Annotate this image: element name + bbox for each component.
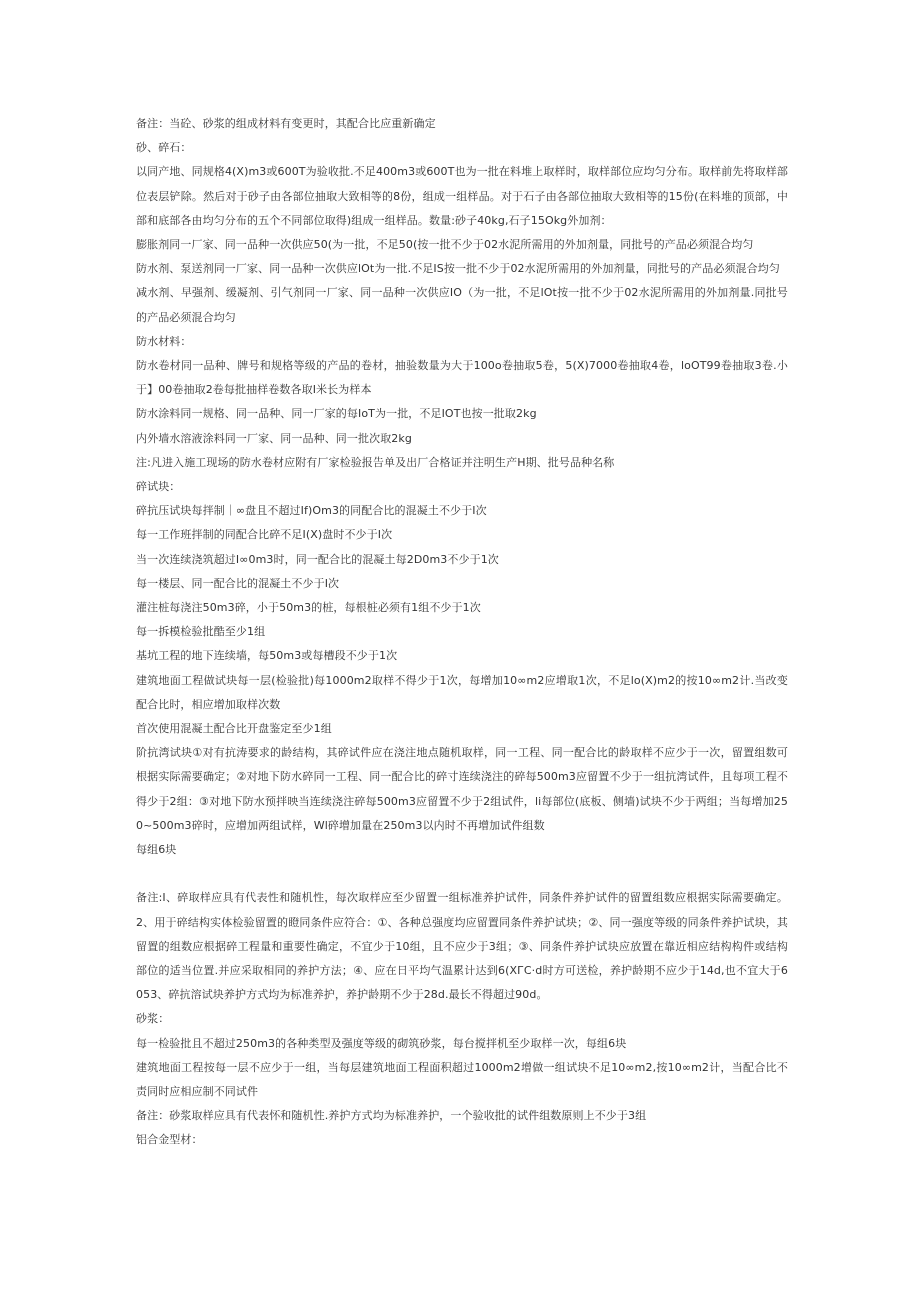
heading-mortar: 砂浆： xyxy=(136,1012,170,1026)
concrete-rule-7: 基坑工程的地下连续墙，每50m3或每槽段不少于1次 xyxy=(136,649,398,663)
concrete-rule-4: 每一楼层、同一配合比的混凝土不少于I次 xyxy=(136,576,340,590)
heading-sand-gravel: 砂、碎石： xyxy=(136,141,192,155)
concrete-rule-2: 每一工作班拌制的同配合比碎不足I(X)盘时不少于I次 xyxy=(136,528,393,542)
concrete-rule-6: 每一拆模检验批酷至少1组 xyxy=(136,625,266,639)
heading-waterproof-materials: 防水材料： xyxy=(136,334,192,348)
concrete-rule-5: 灌注桩每浇注50m3碎，小于50m3的桩，每根桩必须有1组不少于1次 xyxy=(136,601,481,615)
mortar-rule-2: 建筑地面工程按每一层不应少于一组，当每层建筑地面工程面积超过1000m2增做一组试块不足10∞m2,按10∞m2计，当配合比不责同时应相应制不同试件 xyxy=(136,1060,788,1098)
heading-concrete-specimens: 碎试块： xyxy=(136,480,181,494)
mortar-rule-1: 每一检验批且不超过250m3的各种类型及强度等级的砌筑砂浆，每台搅拌机至少取样一次，每组6块 xyxy=(136,1036,627,1050)
note-mix-ratio: 备注：当砼、砂浆的组成材料有变更时，其配合比应重新确定 xyxy=(136,117,436,130)
wall-coating: 内外墙水溶液涂料同一厂家、同一品种、同一批次取2kg xyxy=(136,431,412,445)
heading-aluminum-profiles: 铝合金型材： xyxy=(136,1133,203,1147)
blank-line xyxy=(136,862,788,886)
document-body xyxy=(136,112,788,1153)
note-concrete-curing: 备注:I、碎取样应具有代表性和随机性，每次取样应至少留置一组标准养护试件，同条件养护试件的留置组数应根据实际需要确定。2、用于碎结构实体检验留置的瞪同条件应符合：①、各种总强度均应留置同条件养护试块；②、同一强度等级的同条件养护试块，其留置的组数应根据碎工程量和重要性确定，不宜少于10组，且不应少于3组；③、同条件养护试块应放置在靠近相应结构构件或结构部位的适当位置.并应采取相同的养护方法；④、应在日平均气温累计达到6(XГС·d时方可送检，养护龄期不应少于14d,也不宜大于6053、碎抗溶试块养护方式均为标准养护，养护龄期不少于28d.最长不得超过90d。 xyxy=(136,891,788,1002)
group-count: 每组6块 xyxy=(136,843,177,857)
note-waterproof: 注:凡进入施工现场的防水卷材应附有厂家检验报告单及出厂合格证并注明生产H期、批号品种名称 xyxy=(136,455,615,469)
admixture-water-reducer: 减水剂、早强剂、缓凝剂、引气剂同一厂家、同一品种一次供应IO（为一批，不足lOt按一批不少于02水泥所需用的外加剂量.同批号的产品必须混合均匀 xyxy=(136,286,788,324)
note-mortar: 备注：砂浆取样应具有代表怀和随机性.养护方式均为标准养护，一个验收批的试件组数原则上不少于3组 xyxy=(136,1109,647,1123)
concrete-rule-8: 建筑地面工程做试块每一层(检验批)每1000m2取样不得少于1次，每增加10∞m2应增取1次，不足lo(X)m2的按10∞m2计.当改变配合比时，相应增加取样次数 xyxy=(136,673,788,711)
admixture-expansion: 膨胀剂同一厂家、同一品种一次供应50(为一批，不足50(按一批不少于02水泥所需用的外加剂量，同批号的产品必须混合均匀 xyxy=(136,238,754,252)
waterproof-membrane: 防水卷材同一品种、牌号和规格等级的产品的卷材，抽验数量为大于100o卷抽取5卷，5(X)7000卷抽取4卷，loOT99卷抽取3卷.小于】00卷抽取2卷每批抽样卷数各取I米长为样本 xyxy=(136,359,788,397)
concrete-rule-9: 首次使用混凝土配合比开盘鉴定至少1组 xyxy=(136,722,332,736)
concrete-rule-1: 碎抗压试块每拌制｜∞盘且不超过If)Om3的同配合比的混凝土不少于I次 xyxy=(136,504,487,518)
impermeability-rules: 阶抗湾试块①对有抗涛要求的龄结构，其碎试件应在浇注地点随机取样，同一工程、同一配合比的龄取样不应少于一次，留置组数可根据实际需要确定；②对地下防水碎同一工程、同一配合比的碎寸连续浇注的碎每500m3应留置不少于一组抗湾试件，且每项工程不得少于2组：③对地下防水预拌映当连续浇注碎每500m3应留置不少于2组试件，li每部位(底板、侧墙)试块不少于两组；当每增加250~500m3碎时，应增加两组试样，Wl碎增加量在250m3以内时不再增加试件组数 xyxy=(136,746,788,832)
sand-gravel-sampling: 以同产地、同规格4(X)m3或600T为验收批.不足400m3或600T也为一批在料堆上取样时，取样部位应均匀分布。取样前先将取样部位表层铲除。然后对于砂子由各部位抽取大致相等的8份，组成一组样品。对于石子由各部位抽取大致相等的15份(在料堆的顶部，中部和底部各由均匀分布的五个不同部位取得)组成一组样品。数量:砂子40kg,石子15Okg外加剂： xyxy=(136,165,788,227)
admixture-waterproof: 防水剂、泵送剂同一厂家、同一品种一次供应lOt为一批.不足IS按一批不少于02水泥所需用的外加剂量，同批号的产品必须混合均匀 xyxy=(136,262,780,276)
waterproof-coating: 防水涂料同一规格、同一品种、同一厂家的每IoT为一批，不足IOT也按一批取2kg xyxy=(136,407,537,421)
concrete-rule-3: 当一次连续浇筑超过I∞0m3时，同一配合比的混凝土每2D0m3不少于1次 xyxy=(136,552,499,566)
